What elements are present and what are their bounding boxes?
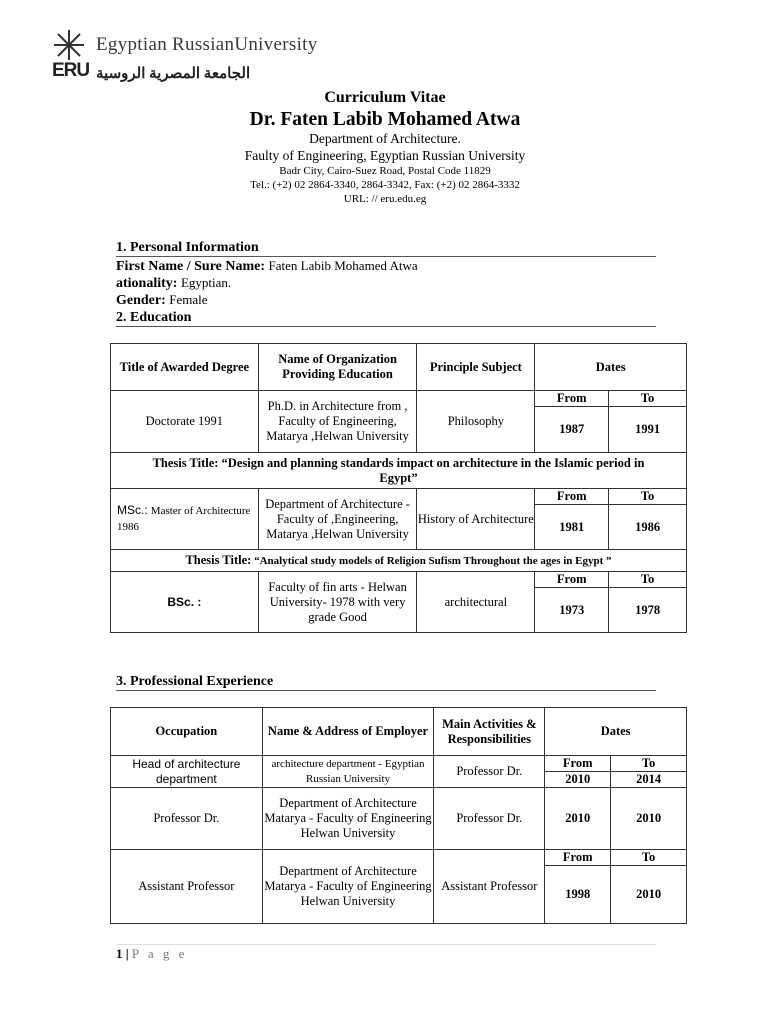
table-row <box>111 391 687 407</box>
gender-label: Gender: <box>116 293 166 308</box>
occupation-cell: Professor Dr. <box>111 788 263 850</box>
logo-arabic-name: الجامعة المصرية الروسية <box>96 66 251 82</box>
name-value: Faten Labib Mohamed Atwa <box>268 258 418 273</box>
occupation-cell: Assistant Professor <box>111 850 263 924</box>
to-header: To <box>611 756 687 772</box>
logo-abbr: ERU <box>52 60 90 81</box>
section-personal-heading: 1. Personal Information <box>116 240 656 257</box>
nationality-label: ationality: <box>116 276 178 291</box>
nationality-value: Egyptian. <box>180 275 232 290</box>
gender-value: Female <box>169 292 208 307</box>
page-footer <box>116 946 187 962</box>
employer-cell: Department of Architecture Matarya - Faculty of Engineering Helwan University <box>262 788 434 850</box>
thesis-label: Thesis Title: <box>185 552 252 567</box>
cv-title: Curriculum Vitae <box>324 89 446 106</box>
to-header: To <box>611 850 687 866</box>
subject-cell: History of Architecture <box>417 489 535 550</box>
thesis-row <box>111 453 687 489</box>
table-header-row <box>111 344 687 391</box>
from-cell: 1973 <box>535 588 609 633</box>
header-subject: Principle Subject <box>417 344 535 391</box>
degree-abbr: MSc.: <box>117 503 148 517</box>
address: Badr City, Cairo-Suez Road, Postal Code 11829 <box>279 165 491 177</box>
header-dates: Dates <box>545 708 687 756</box>
from-header: From <box>535 572 609 588</box>
to-cell: 2010 <box>611 788 687 850</box>
thesis-title: “Analytical study models of Religion Sufism Throughout the ages in Egypt ” <box>254 554 612 567</box>
from-cell: 2010 <box>545 772 611 788</box>
table-row <box>111 756 687 772</box>
from-header: From <box>545 756 611 772</box>
to-cell: 2010 <box>611 866 687 924</box>
logo-english-name: Egyptian RussianUniversity <box>96 34 318 55</box>
thesis-cell <box>111 550 687 572</box>
section-education-heading: 2. Education <box>116 310 656 327</box>
activities-cell: Professor Dr. <box>434 788 545 850</box>
occupation-cell: Head of architecture department <box>111 756 263 788</box>
page-number: 1 <box>116 946 123 961</box>
header-occupation: Occupation <box>111 708 263 756</box>
university-logo <box>50 28 350 88</box>
name-label: First Name / Sure Name: <box>116 259 266 274</box>
from-header: From <box>535 391 609 407</box>
thesis-row <box>111 550 687 572</box>
header-dates: Dates <box>535 344 687 391</box>
org-cell: Ph.D. in Architecture from , Faculty of Engineering, Matarya ,Helwan University <box>258 391 417 453</box>
to-header: To <box>609 572 687 588</box>
page-separator: | <box>125 946 129 961</box>
table-row <box>111 489 687 505</box>
from-header: From <box>535 489 609 505</box>
degree-cell: BSc. : <box>111 572 259 633</box>
from-cell: 2010 <box>545 788 611 850</box>
section-experience-heading: 3. Professional Experience <box>116 674 656 691</box>
from-cell: 1998 <box>545 866 611 924</box>
to-header: To <box>609 391 687 407</box>
gender-line <box>116 292 208 309</box>
person-name: Dr. Faten Labib Mohamed Atwa <box>249 109 521 130</box>
department: Department of Architecture. <box>309 131 461 146</box>
activities-cell: Professor Dr. <box>434 756 545 788</box>
name-line <box>116 258 418 275</box>
from-cell: 1987 <box>535 407 609 453</box>
table-row <box>111 788 687 850</box>
url: URL: // eru.edu.eg <box>343 193 427 205</box>
org-cell: Faculty of fin arts - Helwan University- 1978 with very grade Good <box>258 572 417 633</box>
header-employer: Name & Address of Employer <box>262 708 434 756</box>
nationality-line <box>116 275 231 292</box>
page-label: P a g e <box>131 946 188 961</box>
to-cell: 1978 <box>609 588 687 633</box>
from-header: From <box>545 850 611 866</box>
to-cell: 1991 <box>609 407 687 453</box>
faculty: Faulty of Engineering, Egyptian Russian University <box>244 148 526 163</box>
to-cell: 2014 <box>611 772 687 788</box>
subject-cell: Philosophy <box>417 391 535 453</box>
thesis-title: Thesis Title: “Design and planning standards impact on architecture in the Islamic period in Egypt” <box>111 453 687 489</box>
star-icon <box>52 28 86 62</box>
header-activities: Main Activities & Responsibilities <box>434 708 545 756</box>
header-organization: Name of Organization Providing Education <box>258 344 417 391</box>
from-cell: 1981 <box>535 505 609 550</box>
to-header: To <box>609 489 687 505</box>
table-row <box>111 572 687 588</box>
employer-cell: Department of Architecture Matarya - Faculty of Engineering Helwan University <box>262 850 434 924</box>
education-table <box>110 343 687 633</box>
table-row <box>111 850 687 866</box>
to-cell: 1986 <box>609 505 687 550</box>
degree-cell <box>111 489 259 550</box>
footer-divider <box>116 944 656 945</box>
subject-cell: architectural <box>417 572 535 633</box>
org-cell: Department of Architecture - Faculty of ,Engineering, Matarya ,Helwan University <box>258 489 417 550</box>
telephone: Tel.: (+2) 02 2864-3340, 2864-3342, Fax: (+2) 02 2864-3332 <box>250 179 520 191</box>
degree-cell: Doctorate 1991 <box>111 391 259 453</box>
employer-cell: architecture department - Egyptian Russian University <box>262 756 434 788</box>
header-degree: Title of Awarded Degree <box>111 344 259 391</box>
experience-table <box>110 707 687 924</box>
degree-name: Master of Architecture 1986 <box>117 505 251 533</box>
activities-cell: Assistant Professor <box>434 850 545 924</box>
table-header-row <box>111 708 687 756</box>
